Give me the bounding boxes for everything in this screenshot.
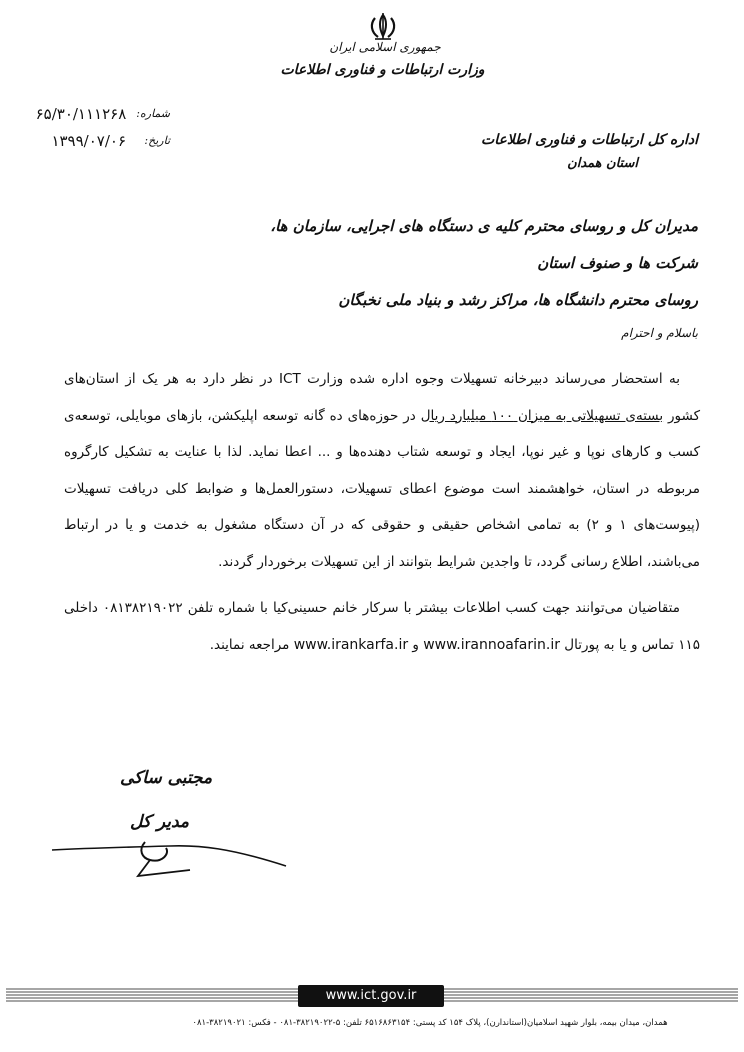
body-p2-start: متقاضیان می‌توانند جهت کسب اطلاعات بیشتر با سرکار خانم حسینی‌کیا با شماره تلفن ۰۸۱۳۸۲۱۹۰۲۲ داخلی ۱۱۵ تماس و یا به پورتال [64,600,700,653]
karfa-portal-link[interactable]: www.irankarfa.ir [293,636,409,653]
sender-office: اداره کل ارتباطات و فناوری اطلاعات [481,132,698,148]
ministry-title: وزارت ارتباطات و فناوری اطلاعات [280,62,485,78]
body-paragraph-2 [64,590,700,663]
letter-body [64,361,700,663]
noafarin-portal-link[interactable]: www.irannoafarin.ir [423,636,560,653]
republic-title: جمهوری اسلامی ایران [329,40,441,54]
footer-address: همدان، میدان بیمه، بلوار شهید اسلامیان(استاندارن)، پلاک ۱۵۴ کد پستی: ۶۵۱۶۸۶۳۱۵۴ تلفن: ۵-۳۸۲۱۹۰۲۲-۰۸۱ - فکس: ۳۸۲۱۹۰۲۱-۰۸۱ [192,1018,668,1028]
body-p2-end: مراجعه نمایند. [209,636,290,653]
letter-date: ۱۳۹۹/۰۷/۰۶ [51,131,126,150]
conjunction: و [412,636,419,653]
signatory-name: مجتبی ساکی [120,768,213,788]
number-row [35,100,170,127]
signatory-title: مدیر کل [130,812,190,832]
letter-meta [35,100,170,154]
loan-amount-text: بسته‌ی تسهیلاتی به میزان ۱۰۰ میلیارد ریال [420,407,664,424]
greeting: باسلام و احترام [621,326,698,340]
sender-province: استان همدان [567,156,638,171]
date-row [40,127,170,154]
sender-block [468,132,698,171]
date-label: تاریخ: [144,134,170,147]
iran-emblem-icon [365,12,401,42]
number-label: شماره: [136,107,170,120]
recipients-line-1: مدیران کل و روسای محترم کلیه ی دستگاه های اجرایی، سازمان ها، شرکت ها و صنوف استان [270,217,698,272]
signature-scribble [50,830,290,880]
body-p1-rest: در حوزه‌های ده گانه توسعه اپلیکشن، بازهای موبایلی، توسعه‌ی کسب و کارهای نوپا و غیر نوپا، ایجاد و توسعه شتاب دهنده‌ها و ... اعطا نماید. لذا با عنایت به تشکیل کارگروه مربوطه در استان، خواهشمند است موضوع اعطای تسهیلات، دستورالعمل‌ها و ضوابط کلی دریافت تسهیلات (پیوست‌های ۱ و ۲) به تمامی اشخاص حقیقی و حقوقی که در آن دستگاه مشغول به خدمت و یا در ارتباط می‌باشند، اطلاع رسانی گردد، تا واجدین شرایط بتوانند از این تسهیلات برخوردار گردند. [64,407,700,570]
footer-website[interactable]: www.ict.gov.ir [298,985,444,1007]
body-paragraph-1 [64,361,700,580]
recipients-line-2: روسای محترم دانشگاه ها، مراکز رشد و بنیاد ملی نخبگان [338,291,698,309]
letter-number: ۶۵/۳۰/۱۱۱۲۶۸ [35,104,127,123]
body-p1-start: به استحضار می‌رساند دبیرخانه تسهیلات وجوه اداره شده وزارت ICT در نظر دارد به هر یک از استان‌های کشور [64,371,700,424]
recipients-block [238,208,698,319]
